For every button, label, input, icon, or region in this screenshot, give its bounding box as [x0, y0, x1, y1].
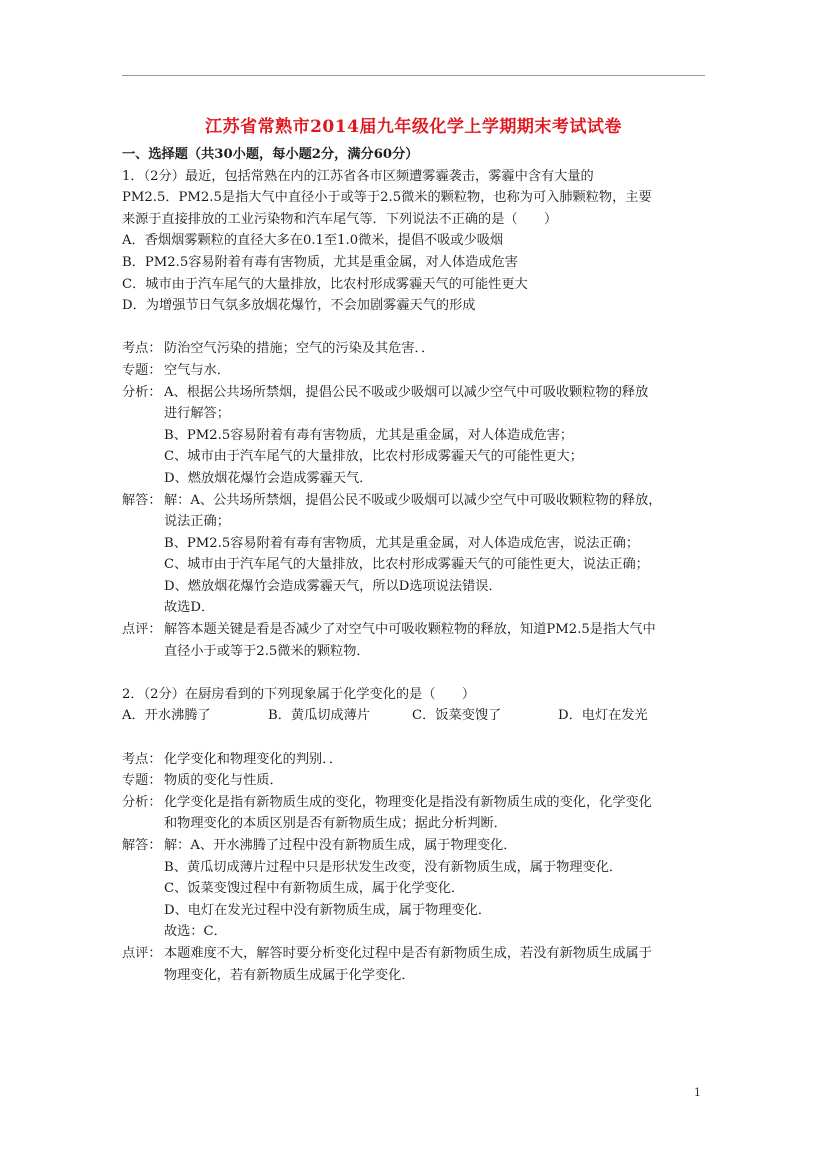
dianping-text: 解答本题关键是看是否减少了对空气中可吸收颗粒物的释放，知道PM2.5是指大气中: [164, 622, 656, 638]
jieda-line: D、电灯在发光过程中没有新物质生成，属于物理变化．: [164, 902, 492, 918]
fenxi-label: 分析：: [122, 384, 162, 400]
dianping-label: 点评：: [122, 945, 162, 961]
kaodian-row: [122, 338, 707, 360]
dianping-line: 物理变化，若有新物质生成属于化学变化．: [164, 967, 415, 983]
section-heading: 一、选择题（共30小题，每小题2分，满分60分）: [122, 147, 419, 162]
dianping-row: [122, 943, 707, 965]
jieda-line: 说法正确；: [164, 514, 230, 530]
page-title: 江苏省常熟市2014届九年级化学上学期期末考试试卷: [205, 117, 622, 137]
fenxi-line: 和物理变化的本质区别是否有新物质生成；据此分析判断．: [164, 816, 507, 832]
jieda-line: 故选：C．: [164, 924, 227, 940]
jieda-line: 故选D．: [164, 600, 215, 616]
jieda-row: [122, 490, 707, 512]
kaodian-label: 考点：: [122, 341, 162, 357]
zhuanti-label: 专题：: [122, 362, 162, 378]
question-2: [122, 684, 707, 986]
zhuanti-label: 专题：: [122, 773, 162, 789]
question-stem-line: PM2.5．PM2.5是指大气中直径小于或等于2.5微米的颗粒物，也称为可入肺颗粒物，主要: [122, 190, 652, 206]
kaodian-text: 防治空气污染的措施；空气的污染及其危害．．: [164, 341, 435, 357]
document-body: [122, 144, 707, 986]
dianping-text: 本题难度不大，解答时要分析变化过程中是否有新物质生成，若没有新物质生成属于: [164, 945, 652, 961]
header-rule: [122, 75, 705, 76]
zhuanti-row: [122, 770, 707, 792]
dianping-label: 点评：: [122, 622, 162, 638]
jieda-line: C、饭菜变馊过程中有新物质生成，属于化学变化．: [164, 881, 465, 897]
question-stem-line: 1．（2分）最近，包括常熟在内的江苏省各市区频遭雾霾袭击，雾霾中含有大量的: [122, 168, 594, 184]
jieda-line: B、黄瓜切成薄片过程中只是形状发生改变，没有新物质生成，属于物理变化．: [164, 859, 623, 875]
zhuanti-text: 空气与水．: [164, 362, 230, 378]
dianping-line: 直径小于或等于2.5微米的颗粒物．: [164, 643, 370, 659]
fenxi-line: C、城市由于汽车尾气的大量排放，比农村形成雾霾天气的可能性更大；: [164, 449, 583, 465]
option-a: A．开水沸腾了: [122, 708, 211, 724]
fenxi-line: B、PM2.5容易附着有毒有害物质，尤其是重金属，对人体造成危害；: [164, 427, 574, 443]
options-row: [122, 705, 707, 727]
option-a: A．香烟烟雾颗粒的直径大多在0.1至1.0微米，提倡不吸或少吸烟: [122, 233, 504, 249]
question-stem-line: 2．（2分）在厨房看到的下列现象属于化学变化的是（ ）: [122, 686, 476, 702]
fenxi-text: A、根据公共场所禁烟，提倡公民不吸或少吸烟可以减少空气中可吸收颗粒物的释放: [164, 384, 649, 400]
kaodian-row: [122, 749, 707, 771]
fenxi-text: 化学变化是指有新物质生成的变化，物理变化是指没有新物质生成的变化，化学变化: [164, 794, 652, 810]
option-b: B．黄瓜切成薄片: [268, 708, 371, 724]
question-1: [122, 166, 707, 663]
option-d: D．电灯在发光: [558, 708, 648, 724]
kaodian-label: 考点：: [122, 751, 162, 767]
option-d: D．为增强节日气氛多放烟花爆竹，不会加剧雾霾天气的形成: [122, 298, 476, 314]
kaodian-text: 化学变化和物理变化的判别．．: [164, 751, 343, 767]
fenxi-line: D、燃放烟花爆竹会造成雾霾天气．: [164, 470, 373, 486]
fenxi-row: [122, 382, 707, 404]
zhuanti-row: [122, 360, 707, 382]
jieda-text: 解：A、开水沸腾了过程中没有新物质生成，属于物理变化．: [164, 838, 517, 853]
page-number: 1: [694, 1086, 701, 1099]
jieda-row: [122, 835, 707, 857]
option-c: C．饭菜变馊了: [412, 708, 502, 724]
jieda-label: 解答：: [122, 492, 162, 508]
jieda-line: B、PM2.5容易附着有毒有害物质，尤其是重金属，对人体造成危害，说法正确；: [164, 535, 640, 551]
jieda-text: 解：A、公共场所禁烟，提倡公民不吸或少吸烟可以减少空气中可吸收颗粒物的释放，: [164, 492, 662, 508]
fenxi-label: 分析：: [122, 794, 162, 810]
fenxi-line: 进行解答；: [164, 406, 230, 422]
option-c: C．城市由于汽车尾气的大量排放，比农村形成雾霾天气的可能性更大: [122, 276, 528, 292]
zhuanti-text: 物质的变化与性质．: [164, 773, 283, 789]
jieda-label: 解答：: [122, 838, 162, 853]
question-stem-line: 来源于直接排放的工业污染物和汽车尾气等．下列说法不正确的是（ ）: [122, 211, 558, 227]
dianping-row: [122, 619, 707, 641]
option-b: B．PM2.5容易附着有毒有害物质，尤其是重金属，对人体造成危害: [122, 254, 518, 270]
fenxi-row: [122, 792, 707, 814]
jieda-line: C、城市由于汽车尾气的大量排放，比农村形成雾霾天气的可能性更大，说法正确；: [164, 557, 649, 573]
jieda-line: D、燃放烟花爆竹会造成雾霾天气，所以D选项说法错误．: [164, 578, 502, 594]
